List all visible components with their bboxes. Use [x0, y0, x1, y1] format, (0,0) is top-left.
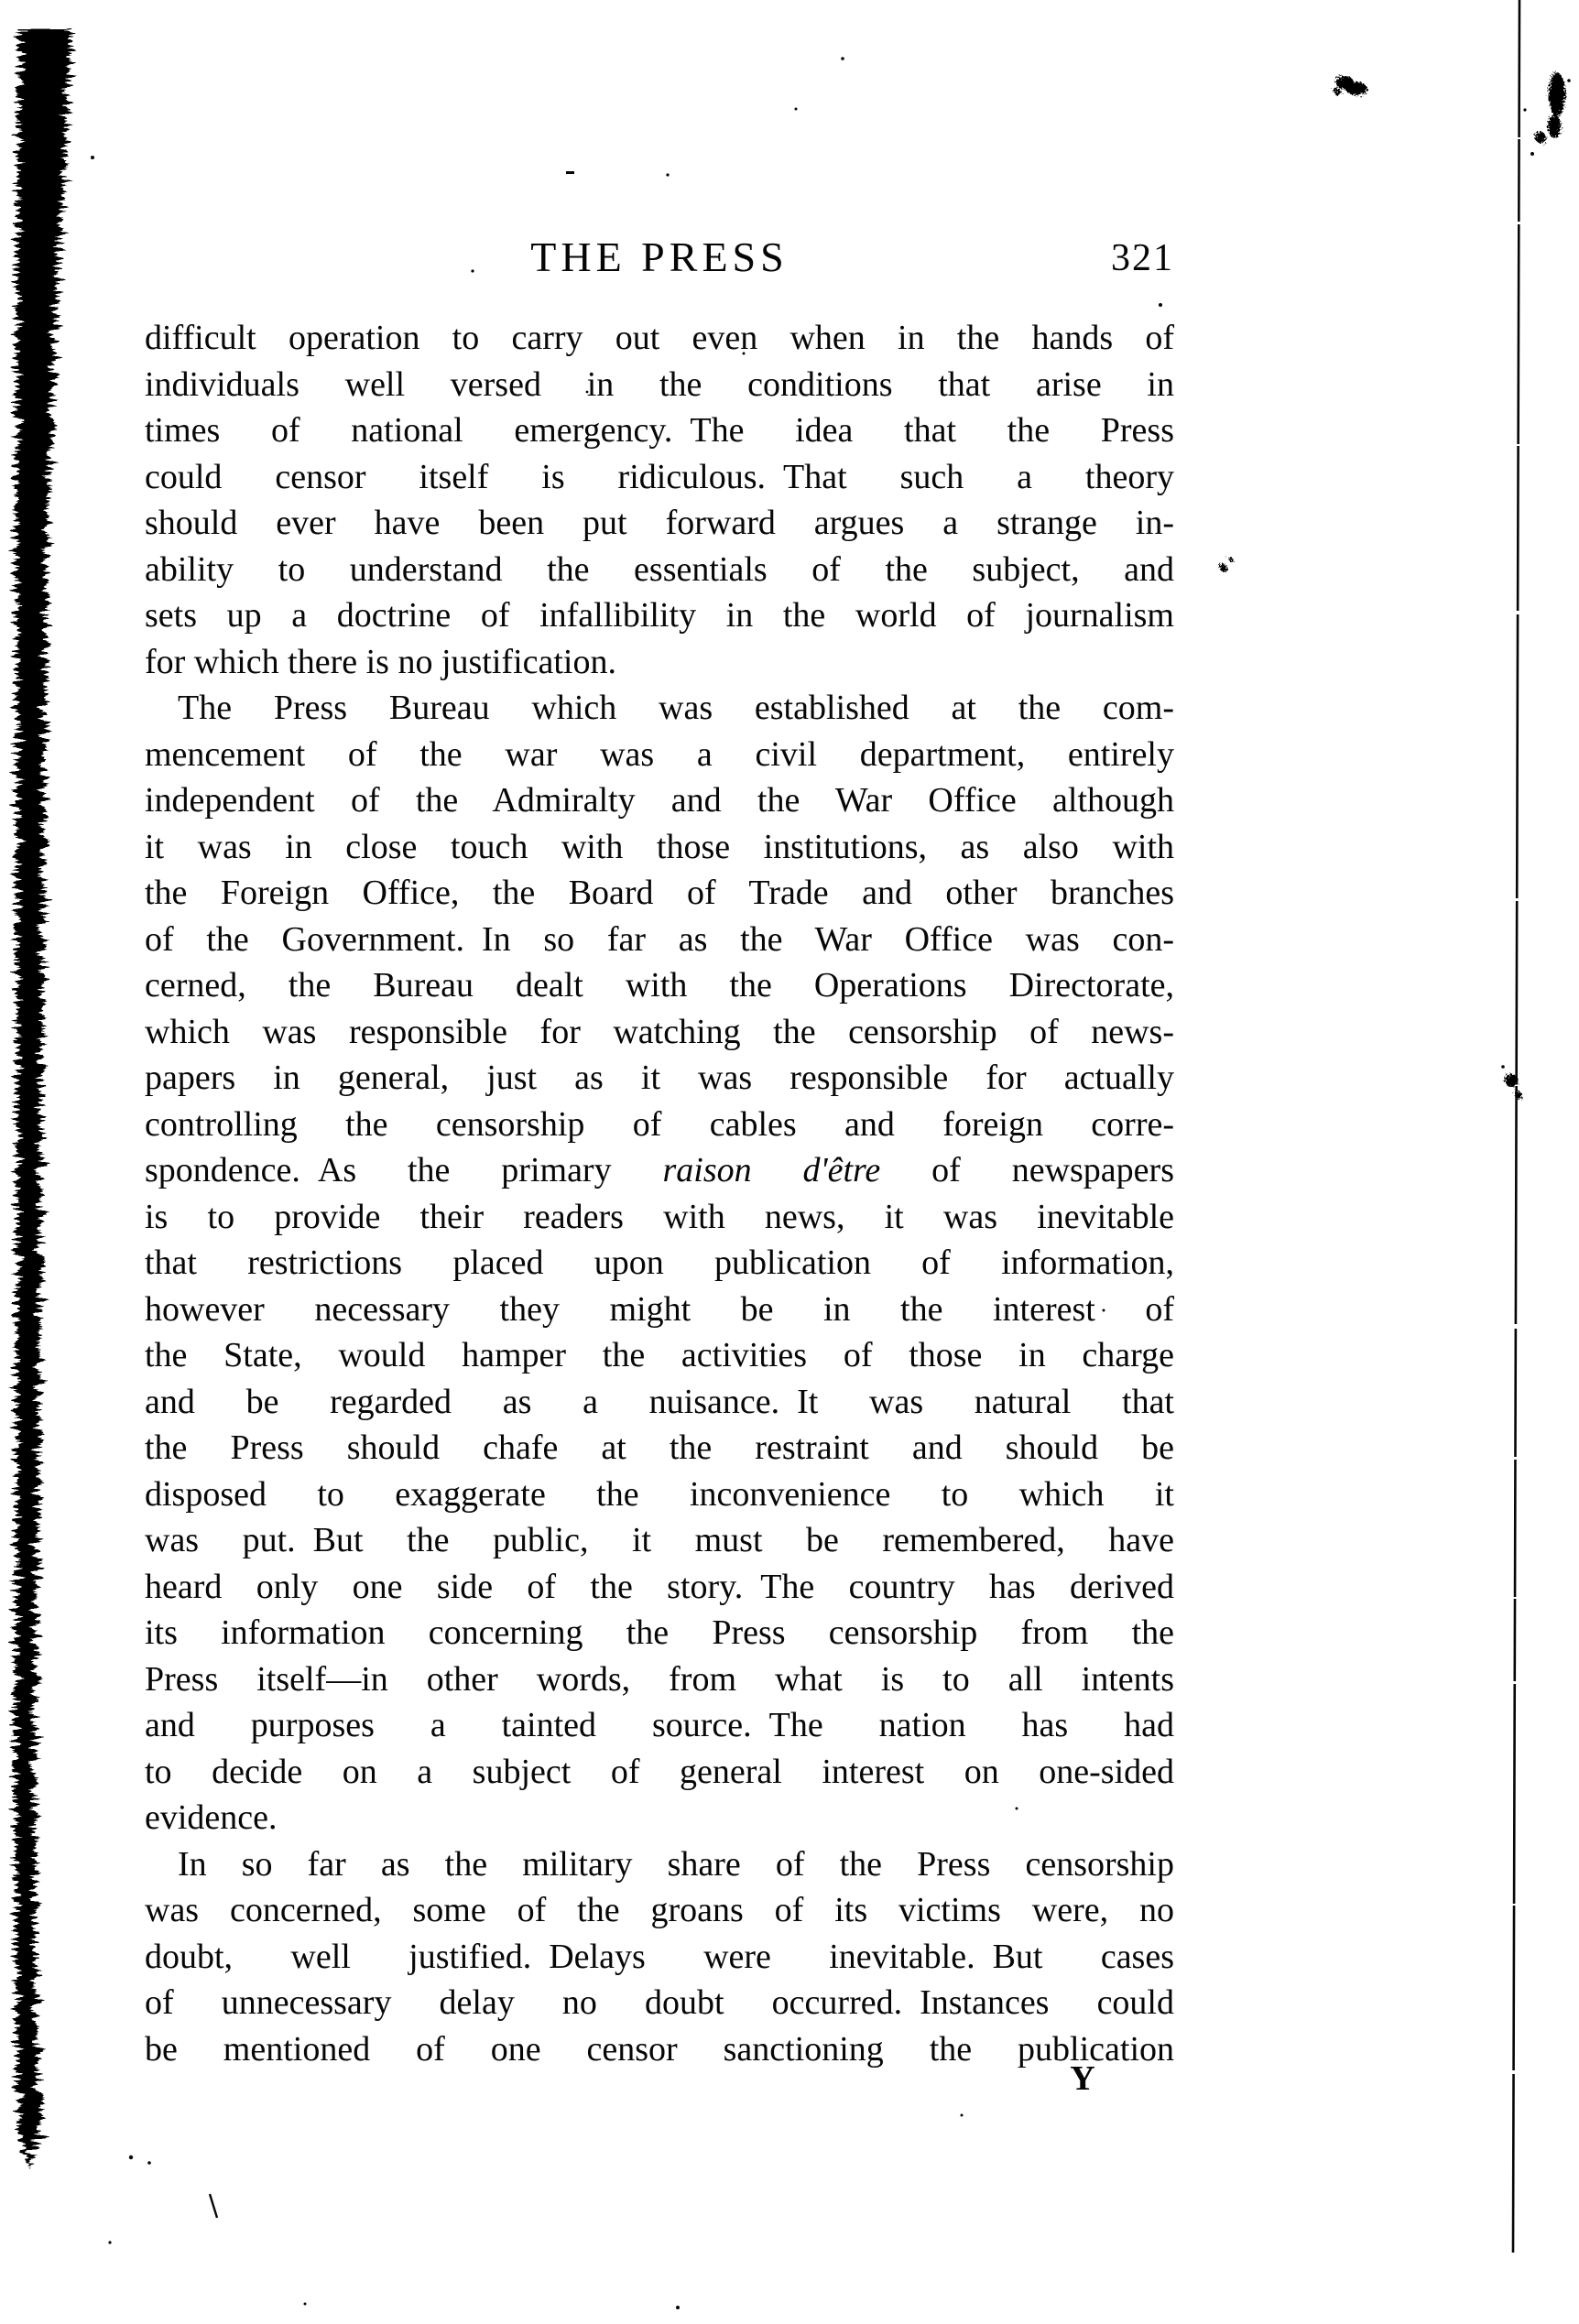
text-line: and be regarded as a nuisance. It was natural that — [145, 1382, 1174, 1421]
text-line: independent of the Admiralty and the War Office although — [145, 781, 1174, 820]
text-line: In so far as the military share of the Press censorship — [178, 1844, 1174, 1884]
text-line: be mentioned of one censor sanctioning the publication — [145, 2029, 1174, 2069]
text-line: could censor itself is ridiculous. That such a theory — [145, 457, 1174, 496]
text-line: papers in general, just as it was responsible for actually — [145, 1059, 1174, 1097]
text-line: is to provide their readers with news, it was inevitable — [145, 1197, 1174, 1236]
running-header — [145, 233, 1174, 288]
text-line: the State, would hamper the activities of those in charge — [145, 1336, 1174, 1374]
text-line: its information concerning the Press censorship from the — [145, 1613, 1174, 1652]
text-line: for which there is no justification. — [145, 642, 616, 681]
text-line: evidence. — [145, 1798, 278, 1837]
text-line: however necessary they might be in the interest of — [145, 1289, 1174, 1329]
text-line: Press itself—in other words, from what is to all intents — [145, 1659, 1174, 1699]
text-line: and purposes a tainted source. The nation has had — [145, 1706, 1174, 1744]
text-line: controlling the censorship of cables and foreign corre- — [145, 1104, 1174, 1144]
text-line: it was in close touch with those institutions, as also with — [145, 827, 1174, 866]
text-line: that restrictions placed upon publication of information, — [145, 1243, 1174, 1282]
text-block — [145, 315, 1174, 2072]
text-line: times of national emergency. The idea that the Press — [145, 411, 1174, 450]
text-line: doubt, well justified. Delays were inevitable. But cases — [145, 1937, 1174, 1976]
text-line: cerned, the Bureau dealt with the Operations Directorate, — [145, 966, 1174, 1005]
text-line: of the Government. In so far as the War Office was con- — [145, 919, 1174, 959]
signature-mark: Y — [1070, 2059, 1095, 2098]
text-line: should ever have been put forward argues a strange in- — [145, 504, 1174, 542]
text-line: The Press Bureau which was established at the com- — [178, 689, 1174, 727]
page-edge-line — [1513, 0, 1519, 2253]
text-line: which was responsible for watching the censorship of news- — [145, 1012, 1174, 1051]
text-line: spondence. As the primary raison d'être of newspapers — [145, 1151, 1174, 1189]
text-line: heard only one side of the story. The country has derived — [145, 1567, 1174, 1606]
page-number: 321 — [1111, 237, 1174, 279]
text-line: disposed to exaggerate the inconvenience to which it — [145, 1474, 1174, 1514]
text-line: individuals well versed in the conditions that arise in — [145, 364, 1174, 404]
text-line: difficult operation to carry out even when in the hands of — [145, 319, 1174, 357]
text-line: of unnecessary delay no doubt occurred. Instances could — [145, 1983, 1174, 2022]
text-line: ability to understand the essentials of the subject, and — [145, 549, 1174, 589]
text-line: the Foreign Office, the Board of Trade and other branches — [145, 874, 1174, 912]
page-title: THE PRESS — [530, 233, 789, 280]
text-line: mencement of the war was a civil department, entirely — [145, 734, 1174, 774]
gutter-shadow — [15, 27, 71, 2168]
text-line: sets up a doctrine of infallibility in the world of journalism — [145, 596, 1174, 635]
text-line: was put. But the public, it must be remembered, have — [145, 1521, 1174, 1559]
text-line: the Press should chafe at the restraint and should be — [145, 1428, 1174, 1467]
ink-blot — [1220, 72, 1566, 1099]
text-line: to decide on a subject of general interest on one-sided — [145, 1752, 1174, 1791]
text-line: was concerned, some of the groans of its victims were, no — [145, 1891, 1174, 1929]
